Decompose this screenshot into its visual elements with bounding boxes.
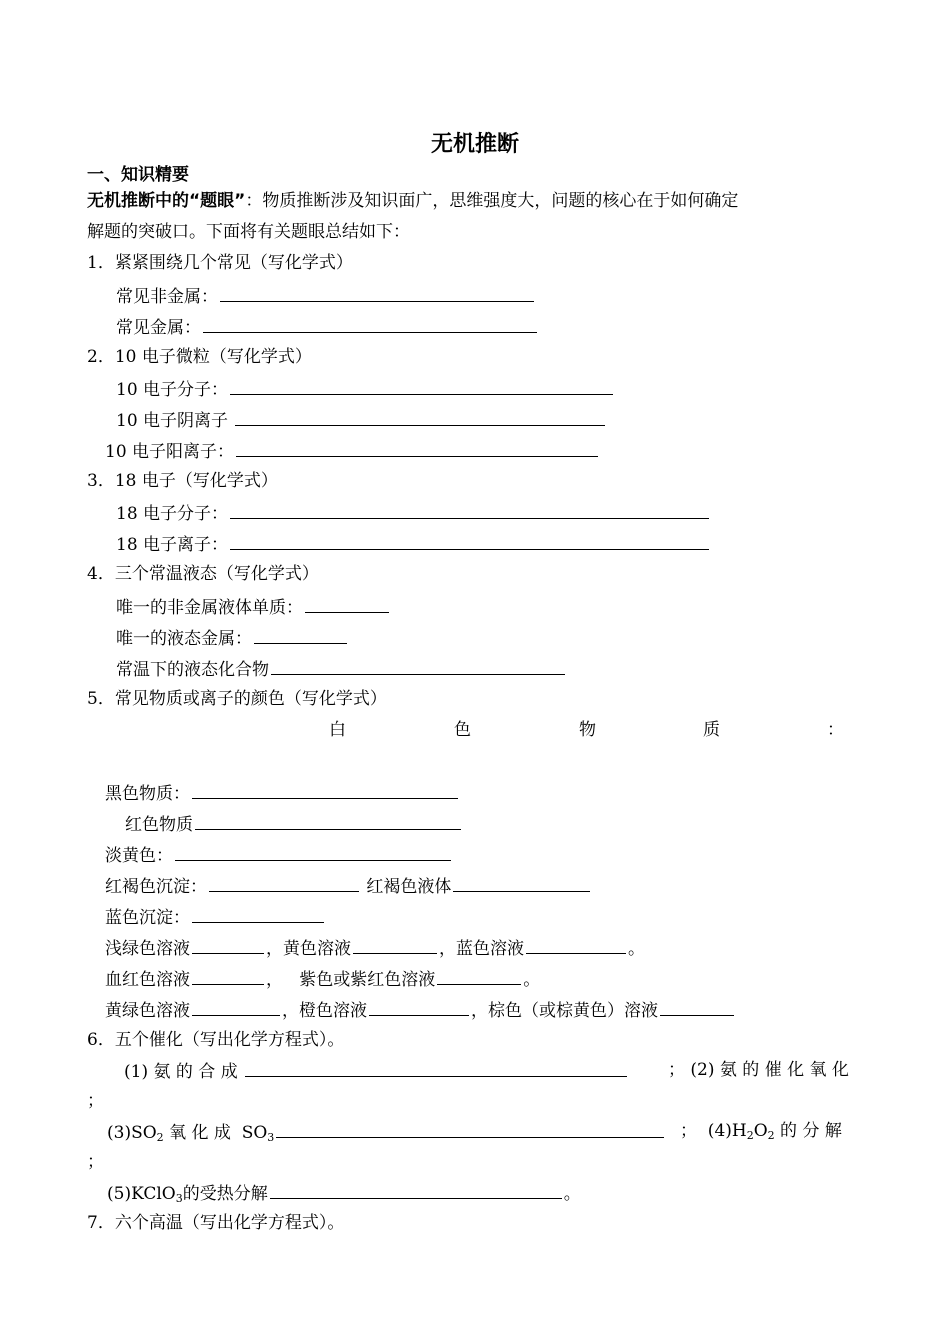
- answer-blank[interactable]: [437, 967, 521, 985]
- answer-blank[interactable]: [209, 874, 359, 892]
- q5-white-char-5: ：: [827, 720, 844, 740]
- q5-redbrown-ppt-label: 红褐色沉淀：: [105, 877, 207, 897]
- answer-blank[interactable]: [245, 1059, 627, 1077]
- answer-blank[interactable]: [203, 315, 537, 333]
- q5-yellowgreen-label: 黄绿色溶液: [105, 1001, 190, 1021]
- q7-heading: 7．六个高温（写出化学方程式）。: [87, 1213, 345, 1233]
- q6-ammonia-synthesis: [124, 1059, 629, 1083]
- q4-liquid-compound-label: 常温下的液态化合物: [116, 660, 269, 680]
- q5-black-label: 黑色物质：: [105, 784, 190, 804]
- subscript: 2: [767, 1129, 775, 1142]
- q4-heading: 4．三个常温液态（写化学式）: [87, 564, 319, 584]
- q5-red-label: 红色物质: [125, 815, 193, 835]
- q2-cation-label: 10 电子阳离子：: [105, 442, 235, 462]
- intro-line-2: 解题的突破口。下面将有关题眼总结如下：: [87, 222, 410, 242]
- answer-blank[interactable]: [276, 1120, 664, 1138]
- q1-metal: [116, 315, 539, 339]
- q2-anion: [116, 408, 607, 432]
- q5-yellow-label: ，黄色溶液: [266, 939, 351, 959]
- answer-blank[interactable]: [235, 408, 605, 426]
- period: 。: [563, 1184, 581, 1204]
- intro-bold: 无机推断中的“题眼”: [87, 191, 246, 211]
- q4-nonmetal-liquid-label: 唯一的非金属液体单质：: [116, 598, 303, 618]
- q5-lightgreen-label: 浅绿色溶液: [105, 939, 190, 959]
- answer-blank[interactable]: [236, 439, 598, 457]
- q2-anion-label: 10 电子阴离子: [116, 411, 229, 431]
- q2-molecule: [116, 377, 615, 401]
- answer-blank[interactable]: [453, 874, 590, 892]
- q6-ammonia-oxidation: ； (2) 氨 的 催 化 氧 化: [668, 1060, 849, 1080]
- q6-c4-text: ； (4)H: [680, 1121, 747, 1141]
- q2-molecule-label: 10 电子分子：: [116, 380, 229, 400]
- q4-liquid-metal-label: 唯一的液态金属：: [116, 629, 252, 649]
- q6-heading: 6．五个催化（写出化学方程式）。: [87, 1030, 345, 1050]
- q5-blue-ppt-label: 蓝色沉淀：: [105, 908, 190, 928]
- q6-so2-oxidation: [107, 1120, 666, 1144]
- q5-white-char-2: 色: [454, 720, 471, 740]
- q5-heading: 5．常见物质或离子的颜色（写化学式）: [87, 689, 387, 709]
- q5-blue-ppt: [105, 905, 326, 929]
- answer-blank[interactable]: [305, 595, 389, 613]
- q5-white-char-1: 白: [329, 720, 346, 740]
- answer-blank[interactable]: [195, 812, 461, 830]
- answer-blank[interactable]: [220, 284, 534, 302]
- answer-blank[interactable]: [230, 501, 709, 519]
- q2-heading: 2．10 电子微粒（写化学式）: [87, 347, 312, 367]
- q4-liquid-metal: [116, 626, 349, 650]
- q1-metal-label: 常见金属：: [116, 318, 201, 338]
- q6-c4-text: O: [753, 1121, 768, 1141]
- q6-c5-text: 的受热分解: [182, 1184, 268, 1204]
- answer-blank[interactable]: [192, 781, 458, 799]
- page-title: 无机推断: [430, 132, 519, 157]
- q1-heading: 1．紧紧围绕几个常见（写化学式）: [87, 253, 353, 273]
- answer-blank[interactable]: [271, 657, 565, 675]
- q5-brown-label: ，棕色（或棕黄色）溶液: [471, 1001, 658, 1021]
- q1-nonmetal-label: 常见非金属：: [116, 287, 218, 307]
- q4-nonmetal-liquid: [116, 595, 391, 619]
- q3-molecule: [116, 501, 711, 525]
- q5-solutions-1: [105, 936, 645, 960]
- answer-blank[interactable]: [526, 936, 626, 954]
- answer-blank[interactable]: [230, 377, 613, 395]
- q6-c1-label: (1) 氨 的 合 成: [124, 1062, 238, 1082]
- intro-text-1: ：物质推断涉及知识面广，思维强度大，问题的核心在于如何确定: [245, 191, 739, 211]
- period: 。: [628, 939, 645, 959]
- answer-blank[interactable]: [192, 967, 264, 985]
- q5-orange-label: ，橙色溶液: [282, 1001, 367, 1021]
- q5-black: [105, 781, 460, 805]
- subscript: 2: [746, 1129, 754, 1142]
- q6-c5-text: (5)KClO: [107, 1184, 176, 1204]
- q6-semicolon-1: ；: [87, 1091, 104, 1111]
- answer-blank[interactable]: [192, 936, 264, 954]
- q5-paleyellow-label: 淡黄色：: [105, 846, 173, 866]
- answer-blank[interactable]: [230, 532, 709, 550]
- answer-blank[interactable]: [192, 998, 280, 1016]
- subscript: 3: [267, 1131, 275, 1144]
- answer-blank[interactable]: [192, 905, 324, 923]
- q5-redbrown-liq-label: 红褐色液体: [366, 877, 452, 897]
- q5-bloodred-label: 血红色溶液: [105, 970, 190, 990]
- q3-ion-label: 18 电子离子：: [116, 535, 229, 555]
- q5-solutions-3: [105, 998, 736, 1022]
- q1-nonmetal: [116, 284, 536, 308]
- q4-liquid-compound: [116, 657, 567, 681]
- q5-white-char-4: 质: [703, 720, 720, 740]
- intro-line-1: [87, 190, 738, 212]
- q3-ion: [116, 532, 711, 556]
- q5-paleyellow: [105, 843, 453, 867]
- subscript: 2: [156, 1131, 164, 1144]
- period: 。: [523, 970, 541, 990]
- q3-molecule-label: 18 电子分子：: [116, 504, 229, 524]
- q6-kclo3-decomposition: [107, 1181, 581, 1205]
- q5-purple-label: ， 紫色或紫红色溶液: [266, 970, 436, 990]
- subscript: 3: [175, 1192, 183, 1205]
- answer-blank[interactable]: [254, 626, 347, 644]
- answer-blank[interactable]: [353, 936, 437, 954]
- answer-blank[interactable]: [175, 843, 451, 861]
- q6-semicolon-2: ；: [87, 1152, 104, 1172]
- q6-h2o2-decomposition: [680, 1120, 842, 1142]
- answer-blank[interactable]: [369, 998, 469, 1016]
- q5-solutions-2: [105, 967, 540, 991]
- q6-c3-text: (3)SO: [107, 1123, 157, 1143]
- answer-blank[interactable]: [660, 998, 734, 1016]
- q5-red: [125, 812, 463, 836]
- q6-c4-text: 的 分 解: [774, 1121, 842, 1141]
- q6-c3-text: 氧 化 成 SO: [163, 1123, 268, 1143]
- section-heading: 一、知识精要: [87, 165, 189, 185]
- q5-white-char-3: 物: [579, 720, 596, 740]
- answer-blank[interactable]: [270, 1181, 562, 1199]
- q5-blue-sol-label: ，蓝色溶液: [439, 939, 524, 959]
- q5-redbrown: [105, 874, 592, 898]
- q3-heading: 3．18 电子（写化学式）: [87, 471, 278, 491]
- q2-cation: [105, 439, 600, 463]
